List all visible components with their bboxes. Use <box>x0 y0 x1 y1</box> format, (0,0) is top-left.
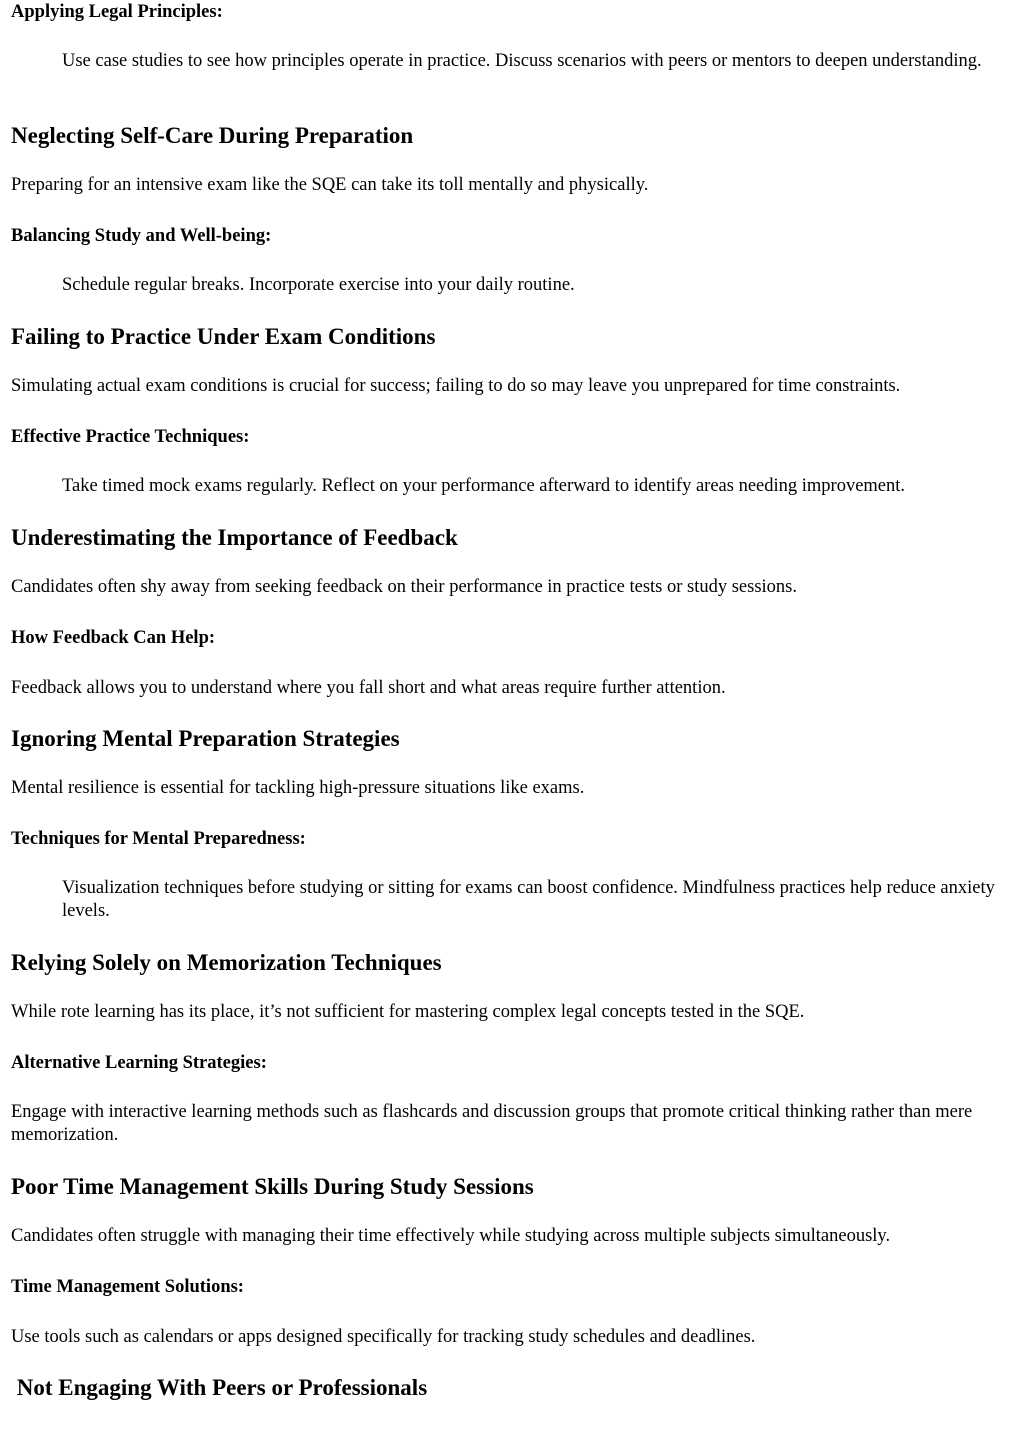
quote-effective-practice: Take timed mock exams regularly. Reflect on your performance afterward to identify areas needing improvement. <box>62 476 906 496</box>
subheading-mental-preparedness: Techniques for Mental Preparedness: <box>11 829 306 849</box>
paragraph-feedback-help: Feedback allows you to understand where you fall short and what areas require further attention. <box>11 678 726 698</box>
subheading-applying-legal-principles: Applying Legal Principles: <box>11 2 223 22</box>
paragraph-feedback-intro: Candidates often shy away from seeking feedback on their performance in practice tests or study sessions. <box>11 577 798 597</box>
heading-relying-on-memorization: Relying Solely on Memorization Techniques <box>11 950 442 975</box>
paragraph-self-care-intro: Preparing for an intensive exam like the SQE can take its toll mentally and physically. <box>11 175 649 195</box>
subheading-balancing-study: Balancing Study and Well-being: <box>11 226 272 246</box>
subheading-time-management-solutions: Time Management Solutions: <box>11 1277 244 1297</box>
subheading-effective-practice: Effective Practice Techniques: <box>11 427 250 447</box>
heading-poor-time-management: Poor Time Management Skills During Study Sessions <box>11 1174 534 1199</box>
heading-ignoring-mental-preparation: Ignoring Mental Preparation Strategies <box>11 726 400 751</box>
subheading-how-feedback-helps: How Feedback Can Help: <box>11 628 216 648</box>
paragraph-time-management-tools: Use tools such as calendars or apps designed specifically for tracking study schedules and deadlines. <box>11 1327 756 1347</box>
heading-failing-to-practice: Failing to Practice Under Exam Conditions <box>11 324 436 349</box>
paragraph-mental-resilience: Mental resilience is essential for tackling high-pressure situations like exams. <box>11 778 585 798</box>
heading-underestimating-feedback: Underestimating the Importance of Feedback <box>11 525 458 550</box>
paragraph-rote-learning: While rote learning has its place, it’s not sufficient for mastering complex legal concepts tested in the SQE. <box>11 1002 805 1022</box>
paragraph-exam-conditions-intro: Simulating actual exam conditions is crucial for success; failing to do so may leave you unprepared for time constraints. <box>11 376 901 396</box>
quote-balancing-study: Schedule regular breaks. Incorporate exercise into your daily routine. <box>62 275 575 295</box>
heading-not-engaging-with-peers: Not Engaging With Peers or Professionals <box>11 1375 428 1400</box>
quote-applying-legal-principles: Use case studies to see how principles operate in practice. Discuss scenarios with peers or mentors to deepen understanding. <box>62 51 982 71</box>
subheading-alternative-strategies: Alternative Learning Strategies: <box>11 1053 267 1073</box>
quote-mental-preparedness: Visualization techniques before studying or sitting for exams can boost confidence. Mindfulness practices help reduce anxiety levels. <box>62 878 995 921</box>
paragraph-time-management-intro: Candidates often struggle with managing their time effectively while studying across multiple subjects simultaneously. <box>11 1226 891 1246</box>
paragraph-alternative-strategies: Engage with interactive learning methods such as flashcards and discussion groups that promote critical thinking rather than mere memorization. <box>11 1102 973 1145</box>
heading-neglecting-self-care: Neglecting Self-Care During Preparation <box>11 123 414 148</box>
